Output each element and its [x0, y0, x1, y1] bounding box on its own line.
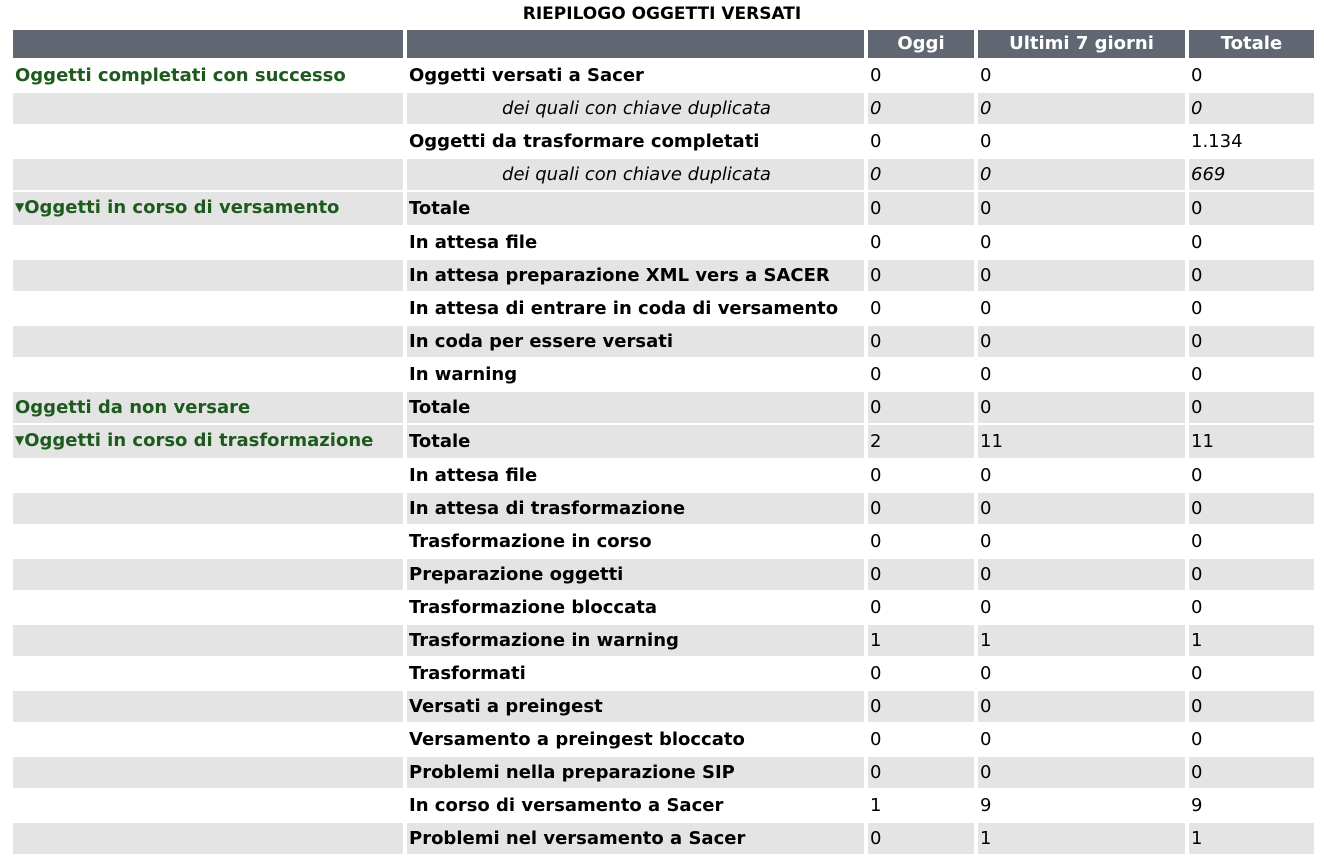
table-row [13, 326, 1314, 357]
cell-oggi: 0 [870, 65, 882, 86]
cell-totale: 0 [1191, 232, 1203, 253]
row-label: In corso di versamento a Sacer [409, 795, 724, 816]
group-toggle-versamento[interactable] [13, 192, 403, 225]
table-row [13, 757, 1314, 788]
cell-totale: 0 [1191, 298, 1203, 319]
cell-oggi: 0 [870, 364, 882, 385]
table-row [13, 493, 1314, 524]
group-label [13, 691, 403, 722]
cell-ultimi7: 0 [980, 65, 992, 86]
table-row [13, 658, 1314, 689]
cell-ultimi7: 0 [980, 663, 992, 684]
cell-oggi: 0 [870, 531, 882, 552]
group-label [13, 293, 403, 324]
cell-ultimi7: 0 [980, 597, 992, 618]
table-row [13, 192, 1314, 225]
cell-ultimi7: 0 [978, 326, 1185, 357]
row-label: In attesa file [409, 465, 538, 486]
cell-totale: 669 [1189, 159, 1314, 190]
row-label: Totale [407, 425, 864, 458]
row-label: Totale [407, 192, 864, 225]
table-row [13, 293, 1314, 324]
table-row [13, 93, 1314, 124]
header-description [407, 30, 864, 58]
group-label: Oggetti completati con successo [15, 65, 346, 86]
cell-oggi: 0 [868, 757, 974, 788]
cell-ultimi7: 0 [978, 93, 1185, 124]
row-label: dei quali con chiave duplicata [407, 159, 864, 190]
row-label: In attesa di trasformazione [407, 493, 864, 524]
group-label [13, 724, 403, 755]
row-label: Problemi nel versamento a Sacer [407, 823, 864, 854]
table-row [13, 559, 1314, 590]
cell-totale: 0 [1189, 260, 1314, 291]
cell-oggi: 0 [870, 298, 882, 319]
cell-oggi: 0 [868, 192, 974, 225]
cell-oggi: 0 [868, 493, 974, 524]
group-label [13, 526, 403, 557]
cell-totale: 0 [1189, 326, 1314, 357]
cell-oggi: 0 [868, 260, 974, 291]
cell-oggi: 0 [870, 729, 882, 750]
table-row [13, 359, 1314, 390]
cell-ultimi7: 0 [980, 298, 992, 319]
cell-totale: 0 [1191, 663, 1203, 684]
cell-oggi: 1 [870, 795, 882, 816]
cell-oggi: 0 [868, 93, 974, 124]
group-label [13, 93, 403, 124]
row-label: Trasformazione in warning [407, 625, 864, 656]
cell-totale: 0 [1191, 65, 1203, 86]
group-label [13, 326, 403, 357]
group-label [13, 757, 403, 788]
header-group [13, 30, 403, 58]
group-label [13, 227, 403, 258]
group-label [13, 559, 403, 590]
cell-ultimi7: 0 [980, 531, 992, 552]
group-label [13, 823, 403, 854]
row-label: In attesa preparazione XML vers a SACER [407, 260, 864, 291]
table-row [13, 159, 1314, 190]
row-label: Preparazione oggetti [407, 559, 864, 590]
cell-oggi: 0 [868, 823, 974, 854]
cell-ultimi7: 0 [978, 159, 1185, 190]
table-row [13, 60, 1314, 91]
cell-oggi: 2 [868, 425, 974, 458]
cell-oggi: 0 [868, 559, 974, 590]
cell-totale: 0 [1189, 691, 1314, 722]
cell-oggi: 1 [868, 625, 974, 656]
cell-totale: 0 [1189, 757, 1314, 788]
cell-ultimi7: 0 [978, 691, 1185, 722]
table-row [13, 592, 1314, 623]
cell-totale: 1.134 [1191, 131, 1243, 152]
row-label: In attesa di entrare in coda di versamento [409, 298, 839, 319]
group-label [13, 460, 403, 491]
row-label: Oggetti versati a Sacer [409, 65, 644, 86]
table-row [13, 227, 1314, 258]
cell-ultimi7: 0 [978, 493, 1185, 524]
cell-oggi: 0 [868, 159, 974, 190]
cell-oggi: 0 [868, 326, 974, 357]
group-label: Oggetti in corso di trasformazione [24, 430, 374, 451]
cell-oggi: 0 [870, 232, 882, 253]
cell-totale: 11 [1189, 425, 1314, 458]
row-label: Trasformazione in corso [409, 531, 652, 552]
group-label [13, 658, 403, 689]
table-row [13, 724, 1314, 755]
table-header-row [13, 30, 1314, 58]
cell-ultimi7: 0 [980, 131, 992, 152]
group-label [13, 592, 403, 623]
caret-down-icon: ▼ [15, 200, 25, 214]
cell-totale: 0 [1189, 493, 1314, 524]
group-label [13, 260, 403, 291]
group-label: Oggetti da non versare [13, 392, 403, 423]
cell-ultimi7: 0 [980, 364, 992, 385]
row-label: In warning [409, 364, 518, 385]
cell-ultimi7: 0 [978, 559, 1185, 590]
cell-ultimi7: 0 [980, 729, 992, 750]
page-title: RIEPILOGO OGGETTI VERSATI [522, 4, 802, 24]
cell-oggi: 0 [870, 597, 882, 618]
cell-ultimi7: 11 [978, 425, 1185, 458]
row-label: Trasformazione bloccata [409, 597, 657, 618]
cell-oggi: 0 [868, 691, 974, 722]
cell-ultimi7: 1 [978, 823, 1185, 854]
row-label: Totale [407, 392, 864, 423]
group-label [13, 159, 403, 190]
cell-totale: 0 [1189, 93, 1314, 124]
group-toggle-trasformazione[interactable] [13, 425, 403, 458]
table-row [13, 823, 1314, 854]
group-label [13, 126, 403, 157]
table-row [13, 126, 1314, 157]
row-label: In attesa file [409, 232, 538, 253]
table-row [13, 260, 1314, 291]
cell-ultimi7: 0 [980, 232, 992, 253]
row-label: Versamento a preingest bloccato [409, 729, 745, 750]
cell-oggi: 0 [870, 663, 882, 684]
table-row [13, 425, 1314, 458]
cell-totale: 0 [1191, 531, 1203, 552]
header-totale: Totale [1189, 30, 1314, 58]
group-label [13, 790, 403, 821]
table-row [13, 625, 1314, 656]
group-label [13, 359, 403, 390]
table-row [13, 392, 1314, 423]
cell-ultimi7: 0 [978, 260, 1185, 291]
row-label: Problemi nella preparazione SIP [407, 757, 864, 788]
cell-ultimi7: 0 [978, 757, 1185, 788]
cell-totale: 1 [1189, 823, 1314, 854]
header-ultimi-7-giorni: Ultimi 7 giorni [978, 30, 1185, 58]
caret-down-icon: ▼ [15, 433, 25, 447]
cell-totale: 0 [1191, 597, 1203, 618]
row-label: Oggetti da trasformare completati [409, 131, 760, 152]
header-oggi: Oggi [868, 30, 974, 58]
cell-ultimi7: 9 [980, 795, 992, 816]
cell-oggi: 0 [870, 131, 882, 152]
cell-totale: 0 [1191, 465, 1203, 486]
row-label: Versati a preingest [407, 691, 864, 722]
cell-totale: 1 [1189, 625, 1314, 656]
cell-totale: 0 [1191, 729, 1203, 750]
table-row [13, 460, 1314, 491]
group-label [13, 493, 403, 524]
cell-totale: 9 [1191, 795, 1203, 816]
cell-totale: 0 [1189, 392, 1314, 423]
cell-totale: 0 [1189, 192, 1314, 225]
cell-ultimi7: 0 [980, 465, 992, 486]
table-row [13, 691, 1314, 722]
cell-ultimi7: 1 [978, 625, 1185, 656]
row-label: Trasformati [409, 663, 526, 684]
cell-oggi: 0 [868, 392, 974, 423]
cell-totale: 0 [1189, 559, 1314, 590]
cell-oggi: 0 [870, 465, 882, 486]
row-label: dei quali con chiave duplicata [407, 93, 864, 124]
cell-ultimi7: 0 [978, 192, 1185, 225]
cell-totale: 0 [1191, 364, 1203, 385]
group-label: Oggetti in corso di versamento [24, 197, 340, 218]
row-label: In coda per essere versati [407, 326, 864, 357]
summary-table [9, 28, 1318, 856]
table-row [13, 526, 1314, 557]
table-row [13, 790, 1314, 821]
cell-ultimi7: 0 [978, 392, 1185, 423]
group-label [13, 625, 403, 656]
